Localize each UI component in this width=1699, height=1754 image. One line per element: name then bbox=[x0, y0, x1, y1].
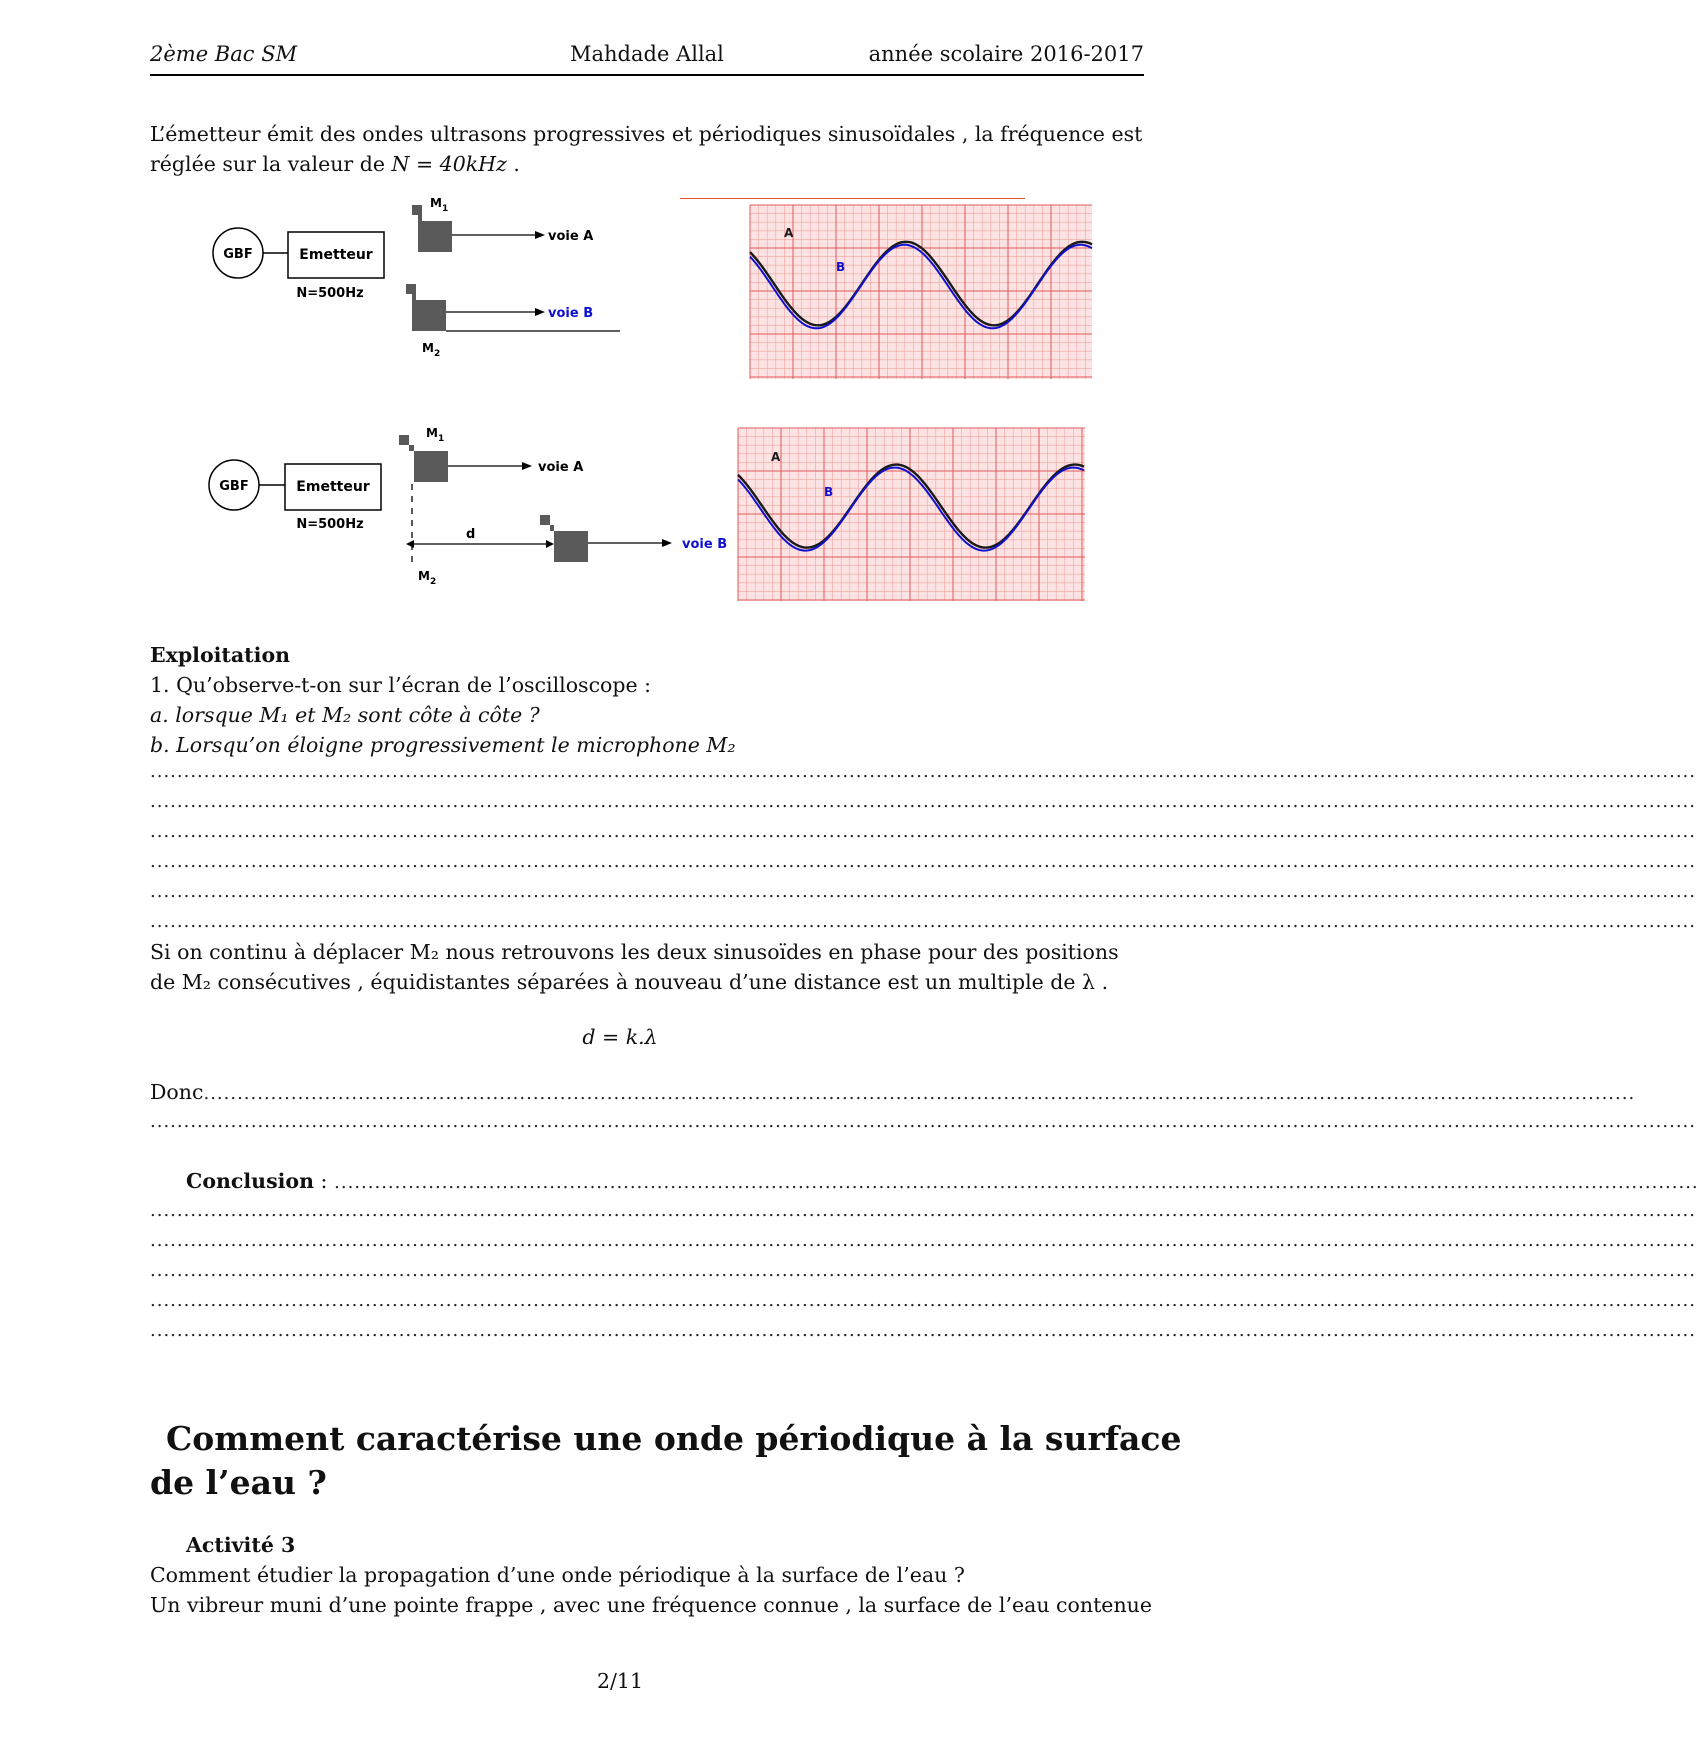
conclusion-line-3: ...................................................................................................................................................................................................................................... bbox=[150, 1260, 1696, 1281]
conclusion-line-1: ...................................................................................................................................................................................................................................... bbox=[150, 1200, 1696, 1221]
arrow-voie-b-2 bbox=[662, 539, 672, 547]
header-class: 2ème Bac SM bbox=[150, 42, 298, 66]
gbf-generator-1 bbox=[213, 228, 263, 278]
distance-arrow-left-2 bbox=[406, 540, 414, 548]
question-1: 1. Qu’observe-t-on sur l’écran de l’oscilloscope : bbox=[150, 673, 652, 697]
emitter-box-2 bbox=[285, 464, 381, 510]
equation-d-k-lambda: d = k.λ bbox=[582, 1025, 658, 1049]
setup-diagram-2 bbox=[200, 420, 750, 595]
emitter-box-1 bbox=[288, 232, 384, 278]
intro-line-2-suffix: . bbox=[506, 152, 520, 176]
activite-line-1: Comment étudier la propagation d’une onde périodique à la surface de l’eau ? bbox=[150, 1563, 965, 1587]
question-1a: a. lorsque M₁ et M₂ sont côte à côte ? bbox=[150, 703, 540, 727]
exploitation-title: Exploitation bbox=[150, 643, 291, 667]
microphone-m2-1 bbox=[406, 284, 446, 359]
m2-label-1: $M_2$ bbox=[422, 341, 441, 359]
answer-line-1: ...................................................................................................................................................................................................................................... bbox=[150, 761, 1696, 782]
answer-line-3: ...................................................................................................................................................................................................................................... bbox=[150, 821, 1696, 842]
distance-label-2: d bbox=[466, 527, 476, 542]
microphone-m1-1 bbox=[412, 196, 452, 252]
arrow-voie-a-1 bbox=[535, 231, 545, 239]
voie-b-label-1: voie B bbox=[548, 306, 594, 321]
oscilloscope-screen-2 bbox=[738, 428, 1085, 601]
intro-line-1: L’émetteur émit des ondes ultrasons progressives et périodiques sinusoïdales , la fréquence est bbox=[150, 122, 1143, 146]
gbf-label-1: GBF bbox=[223, 247, 253, 262]
intro-line-2-prefix: réglée sur la valeur de bbox=[150, 152, 392, 176]
gbf-generator-2 bbox=[209, 460, 259, 510]
conclusion-line-2: ...................................................................................................................................................................................................................................... bbox=[150, 1230, 1696, 1251]
oscilloscope-screen-1 bbox=[750, 205, 1092, 379]
paragraph-line-2: de M₂ consécutives , équidistantes séparées à nouveau d’une distance est un multiple de λ . bbox=[150, 970, 1109, 994]
osc-label-a-2: A bbox=[771, 450, 781, 464]
intro-line-2 bbox=[150, 149, 520, 179]
conclusion-line-5: ...................................................................................................................................................................................................................................... bbox=[150, 1320, 1696, 1341]
activite-line-2: Un vibreur muni d’une pointe frappe , avec une fréquence connue , la surface de l’eau contenue bbox=[150, 1593, 1152, 1617]
page-number: 2/11 bbox=[596, 1669, 644, 1693]
osc-label-b-2: B bbox=[824, 485, 834, 499]
intro-frequency-math: N = 40kHz bbox=[391, 152, 507, 176]
section-title-line-2: de l’eau ? bbox=[150, 1463, 327, 1502]
frequency-label-2: N=500Hz bbox=[296, 517, 364, 532]
answer-line-2: ...................................................................................................................................................................................................................................... bbox=[150, 791, 1696, 812]
conclusion-label: Conclusion bbox=[186, 1169, 314, 1193]
conclusion-colon: : bbox=[313, 1169, 328, 1193]
section-title-line-1: Comment caractérise une onde périodique à la surface bbox=[166, 1419, 1182, 1458]
oscilloscope-bg-1 bbox=[750, 205, 1092, 379]
microphone-m1-2 bbox=[399, 426, 448, 482]
setup-diagram-1 bbox=[200, 190, 640, 365]
osc-label-b-1: B bbox=[836, 260, 846, 274]
emitter-label-2: Emetteur bbox=[296, 479, 370, 495]
arrow-voie-b-1 bbox=[535, 308, 545, 316]
m1-label-1: $M_1$ bbox=[430, 196, 449, 214]
oscilloscope-top-line-1 bbox=[680, 198, 1025, 203]
distance-arrow-right-2 bbox=[546, 540, 554, 548]
answer-line-6: ...................................................................................................................................................................................................................................... bbox=[150, 911, 1696, 932]
question-1b: b. Lorsqu’on éloigne progressivement le microphone M₂ bbox=[150, 733, 736, 757]
header-year: année scolaire 2016-2017 bbox=[868, 42, 1144, 66]
page-header bbox=[150, 40, 1144, 76]
paragraph-line-1: Si on continu à déplacer M₂ nous retrouvons les deux sinusoïdes en phase pour des positions bbox=[150, 940, 1119, 964]
header-author: Mahdade Allal bbox=[570, 42, 724, 66]
donc-answer-line: ...................................................................................................................................................................................................................................... bbox=[150, 1111, 1696, 1132]
m2-label-2: $M_2$ bbox=[418, 569, 437, 587]
voie-a-label-1: voie A bbox=[548, 229, 594, 244]
osc-label-a-1: A bbox=[784, 226, 794, 240]
emitter-label-1: Emetteur bbox=[299, 247, 373, 263]
activite-title: Activité 3 bbox=[186, 1533, 296, 1557]
donc-label: Donc bbox=[150, 1080, 204, 1104]
gbf-label-2: GBF bbox=[219, 479, 249, 494]
answer-line-4: ...................................................................................................................................................................................................................................... bbox=[150, 851, 1696, 872]
microphone-m2-2 bbox=[540, 515, 588, 562]
conclusion-line-4: ...................................................................................................................................................................................................................................... bbox=[150, 1290, 1696, 1311]
voie-b-label-2: voie B bbox=[682, 537, 728, 552]
m1-label-2: $M_1$ bbox=[426, 426, 445, 444]
answer-line-5: ...................................................................................................................................................................................................................................... bbox=[150, 881, 1696, 902]
conclusion-line: Conclusion : ........................................................................................................................................................................................................... bbox=[186, 1169, 1699, 1193]
voie-a-label-2: voie A bbox=[538, 460, 584, 475]
frequency-label-1: N=500Hz bbox=[296, 286, 364, 301]
arrow-voie-a-2 bbox=[522, 462, 532, 470]
donc-line: Donc..................................................................................................................................................................................................................... bbox=[150, 1080, 1636, 1104]
